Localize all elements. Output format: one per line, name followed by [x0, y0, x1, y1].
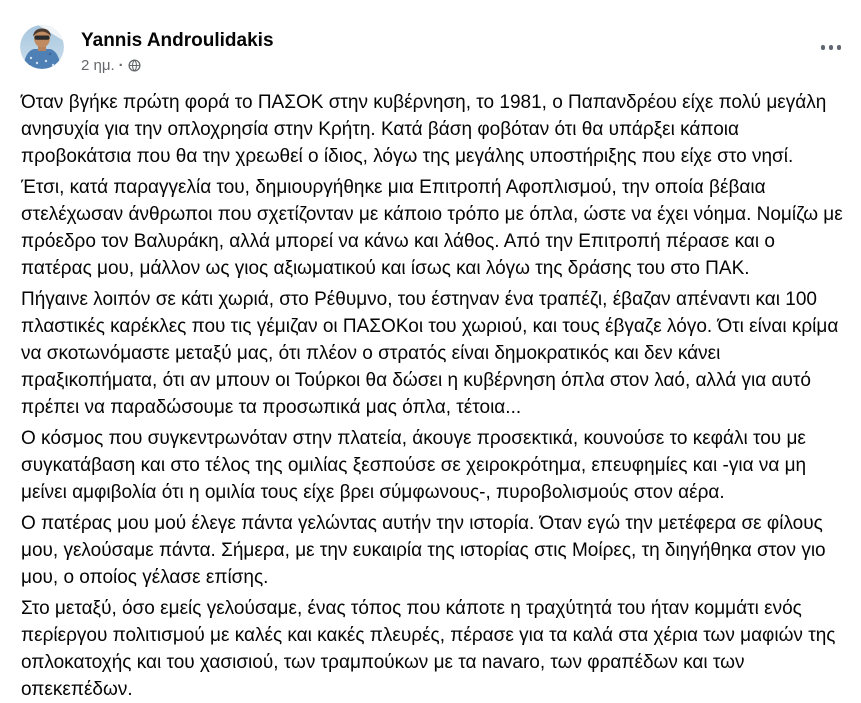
post-paragraph: Πήγαινε λοιπόν σε κάτι χωριά, στο Ρέθυμνο, του έστηναν ένα τραπέζι, έβαζαν απέναντι και 100 πλαστικές καρέκλες που τις γέμιζαν οι ΠΑΣΟΚοι του χωριού, και τους έβγαζε λόγο. Ότι είναι κρίμα να σκοτωνόμαστε μεταξύ μας, ότι πλέον ο στρατός είναι δημοκρατικός και δεν κάνει πραξικοπήματα, ότι αν μπουν οι Τούρκοι θα δώσει η κυβέρνηση όπλα στον λαό, αλλά για αυτό πρέπει να παραδώσουμε τα προσωπικά μας όπλα, τέτοια... — [21, 288, 839, 418]
post-paragraph: Έτσι, κατά παραγγελία του, δημιουργήθηκε μια Επιτροπή Αφοπλισμού, την οποία βέβαια στελέχωσαν άνθρωποι που σχετίζονταν με κάποιο τρόπο με όπλα, ώστε να έχει νόημα. Νομίζω με πρόεδρο τον Βαλυράκη, αλλά μπορεί να κάνω και λάθος. Από την Επιτροπή πέρασε και ο πατέρας μου, μάλλον ως γιος αξιωματικού και ίσως και λόγω της δράσης του στο ΠΑΚ. — [21, 176, 843, 279]
post-paragraph: Όταν βγήκε πρώτη φορά το ΠΑΣΟΚ στην κυβέρνηση, το 1981, ο Παπανδρέου είχε πολύ μεγάλη ανησυχία για την οπλοχρησία στην Κρήτη. Κατά βάση φοβόταν ότι θα υπάρξει κάποια προβοκάτσια που θα την χρεωθεί ο ίδιος, λόγω της μεγάλης υποστήριξης που είχε στο νησί. — [21, 91, 827, 167]
header-info — [81, 25, 274, 74]
avatar[interactable] — [20, 25, 64, 69]
ellipsis-icon — [837, 45, 842, 50]
globe-icon — [128, 59, 141, 72]
timestamp-link[interactable]: 2 ημ. — [81, 56, 115, 74]
post-meta — [81, 57, 274, 74]
post-paragraph: Ο κόσμος που συγκεντρωνόταν στην πλατεία, άκουγε προσεκτικά, κουνούσε το κεφάλι του με συγκατάβαση και στο τέλος της ομιλίας ξεσπούσε σε χειροκρότημα, επευφημίες και -για να μη μείνει αμφιβολία ότι η ομιλία τους είχε βρει σύμφωνους-, πυροβολισμούς στον αέρα. — [21, 427, 807, 503]
meta-separator: · — [118, 56, 124, 74]
ellipsis-icon — [821, 45, 826, 50]
profile-photo-image — [20, 25, 64, 69]
author-name-link[interactable]: Yannis Androulidakis — [81, 30, 274, 51]
post-text — [0, 74, 861, 703]
more-options-button[interactable] — [817, 39, 846, 56]
ellipsis-icon — [829, 45, 834, 50]
post-header — [0, 0, 861, 74]
post-paragraph: Στο μεταξύ, όσο εμείς γελούσαμε, ένας τόπος που κάποτε η τραχύτητά του ήταν κομμάτι ενός περίεργου πολιτισμού με καλές και κακές πλευρές, πέρασε για τα καλά στα χέρια των μαφιών της οπλοκατοχής και του χασισιού, των τραμπούκων με τα navaro, των φραπέδων και των οπεκεπέδων. — [21, 597, 836, 700]
post-paragraph: Ο πατέρας μου μού έλεγε πάντα γελώντας αυτήν την ιστορία. Όταν εγώ την μετέφερα σε φίλους μου, γελούσαμε πάντα. Σήμερα, με την ευκαιρία της ιστορίας στις Μοίρες, τη διηγήθηκα στον γιο μου, ο οποίος γέλασε επίσης. — [21, 512, 826, 588]
